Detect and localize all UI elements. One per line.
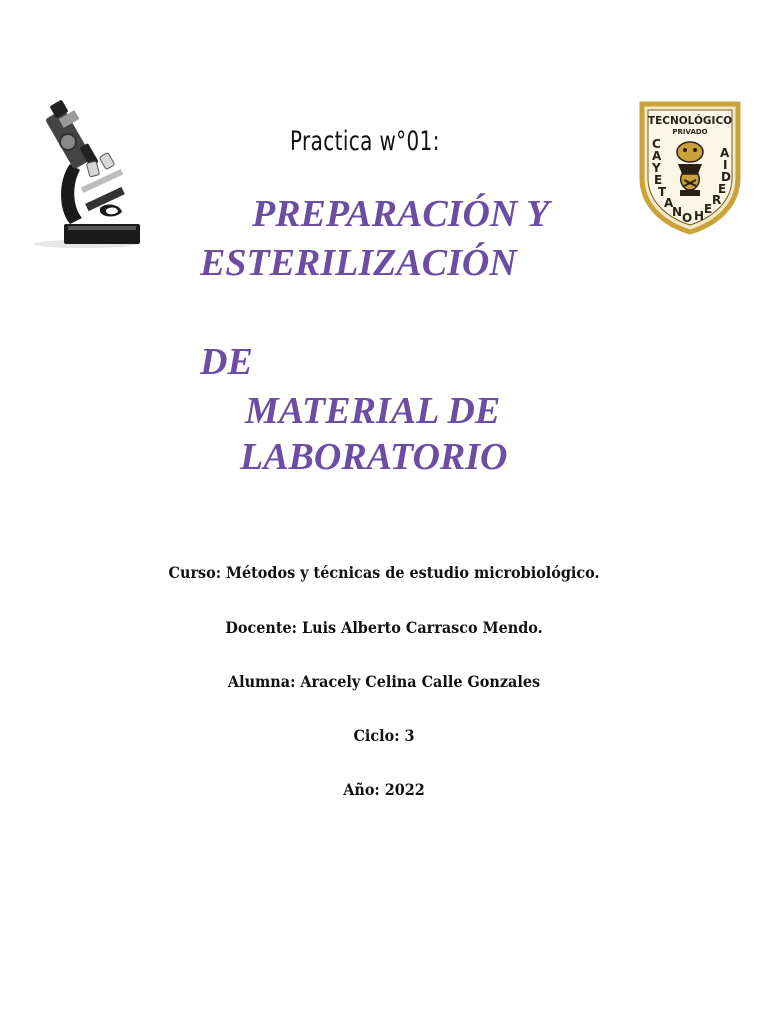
- course-line: Curso: Métodos y técnicas de estudio microbiológico.: [168, 563, 600, 582]
- microscope-icon: [30, 100, 145, 250]
- svg-text:TECNOLÓGICO: TECNOLÓGICO: [647, 115, 733, 127]
- title-line-5: LABORATORIO: [240, 436, 508, 478]
- practice-number: Practica w°01:: [290, 126, 440, 157]
- title-line-1: PREPARACIÓN Y: [252, 193, 550, 235]
- svg-text:PRIVADO: PRIVADO: [672, 128, 708, 136]
- student-line: Alumna: Aracely Celina Calle Gonzales: [227, 672, 541, 691]
- title-line-3: DE: [200, 341, 253, 383]
- institution-seal-logo: [638, 100, 742, 236]
- teacher-line: Docente: Luis Alberto Carrasco Mendo.: [225, 618, 543, 637]
- svg-text:H E R E D: H E R E D I A: [694, 146, 731, 223]
- year-line: Año: 2022: [343, 780, 425, 799]
- title-line-2: ESTERILIZACIÓN: [200, 242, 517, 284]
- title-line-4: MATERIAL DE: [245, 390, 501, 432]
- cycle-line: Ciclo: 3: [353, 726, 415, 745]
- svg-text:C A Y E T: C A Y E T A N O: [652, 137, 693, 225]
